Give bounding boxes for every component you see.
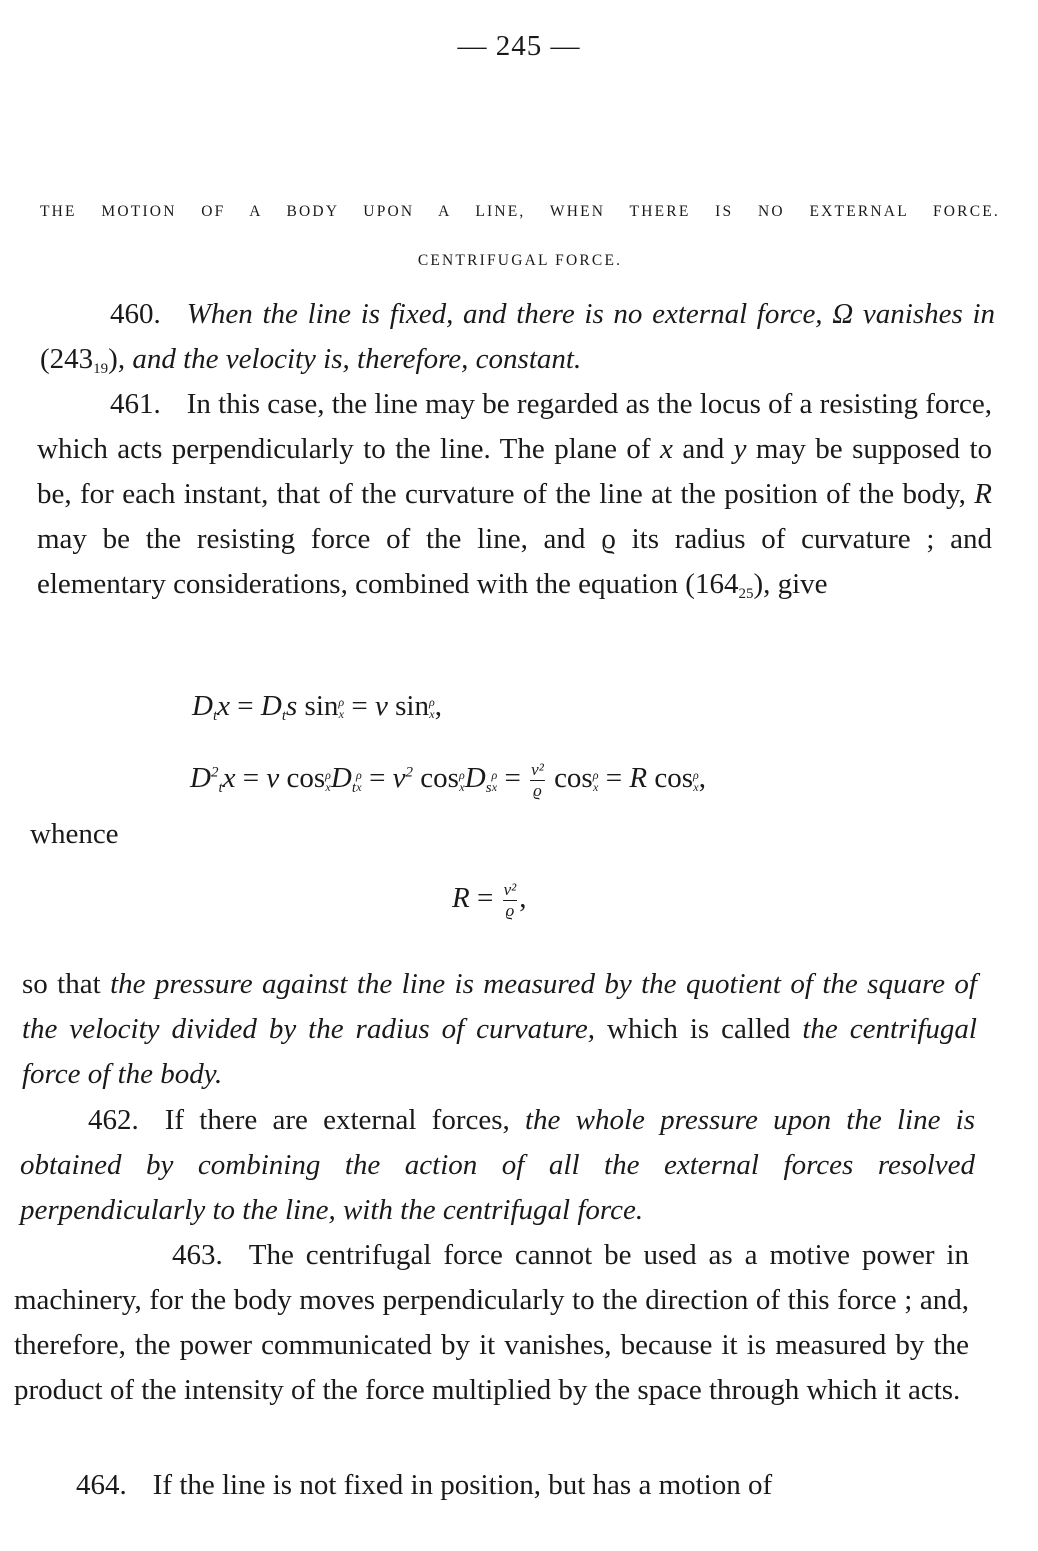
variable-x: x [660,433,673,465]
whence-word: whence [30,818,119,850]
equation-2: $D^2_tx = v$ cos ρ x $D_t$ ρ x = $v^2$ cos ρ x $D_s$ ρ x = $\frac{\text{v²}}{ϱ}$ cos ρ x = R cos ρ x , [190,760,707,800]
paragraph-italic: the pressure against the line is measured by the quotient of the square of the velocity divided by the radius of curvature, [22,968,977,1045]
variable-r: R [974,478,992,510]
paragraph-text: When the line is fixed, and there is no external force, Ω vanishes in [186,298,995,330]
paragraph-text: In this case, the line may be regarded as the locus of a resisting force, which acts perpendicularly to the line. The plane of [37,388,993,465]
section-heading-line2: CENTRIFUGAL FORCE. [417,252,623,269]
paragraph-text: If the line is not fixed in position, but has a motion of [152,1469,773,1501]
paragraph-text: may be the resisting force of the line, and ϱ its radius of curvature ; and elementary considerations, combined with the equation (164 [37,523,992,600]
paragraph-text: so that [22,968,111,1000]
paragraph-text: may be supposed to be, for each instant, that of the curvature of the line at the position of the body, [37,433,993,510]
paragraph-text: which is called [595,1013,803,1045]
paragraph-number: 464. [76,1469,127,1501]
page-number: — 245 — [457,30,581,62]
paragraph-460 [40,292,995,382]
paragraph-italic: the centrifugal force of the body. [22,1013,977,1090]
paragraph-number: 463. [172,1239,223,1271]
paragraph-text: , and the velocity is, therefore, constant. [117,343,582,375]
paragraph-464 [76,1463,971,1508]
paragraph-text: and [672,433,734,465]
section-heading-line1: THE MOTION OF A BODY UPON A LINE, WHEN THERE IS NO EXTERNAL FORCE. [40,203,1000,220]
paragraph-text: If there are external forces, [164,1104,525,1136]
equation-1: $D_tx = D_ts$ sin ρ x = v sin ρ x , [192,690,442,724]
paragraph-number: 460. [110,298,161,330]
paragraph-text: The centrifugal force cannot be used as a motive power in machinery, for the body moves perpendicularly to the direction of this force ; and, therefore, the power communicated by it vanishes, because it is measured by the product of the intensity of the force multiplied by the space through which it acts. [14,1239,969,1406]
variable-y: y [733,433,747,465]
equation-reference-close: ) [108,343,118,375]
paragraph-centrifugal-definition [22,962,977,1097]
paragraph-463 [14,1233,969,1413]
equation-reference-sub: 25 [738,586,754,602]
paragraph-number: 461. [110,388,161,420]
paragraph-461 [37,382,992,607]
equation-reference: (243 [40,343,94,375]
paragraph-italic: the whole pressure upon the line is obtained by combining the action of all the external forces resolved perpendicularly to the line, with the centrifugal force. [20,1104,975,1226]
equation-reference-sub: 19 [93,361,109,377]
paragraph-number: 462. [88,1104,139,1136]
paragraph-462 [20,1098,975,1233]
paragraph-text: ), give [753,568,828,600]
equation-3: R = $\frac{\text{v²}}{ϱ}$ , [452,880,527,920]
